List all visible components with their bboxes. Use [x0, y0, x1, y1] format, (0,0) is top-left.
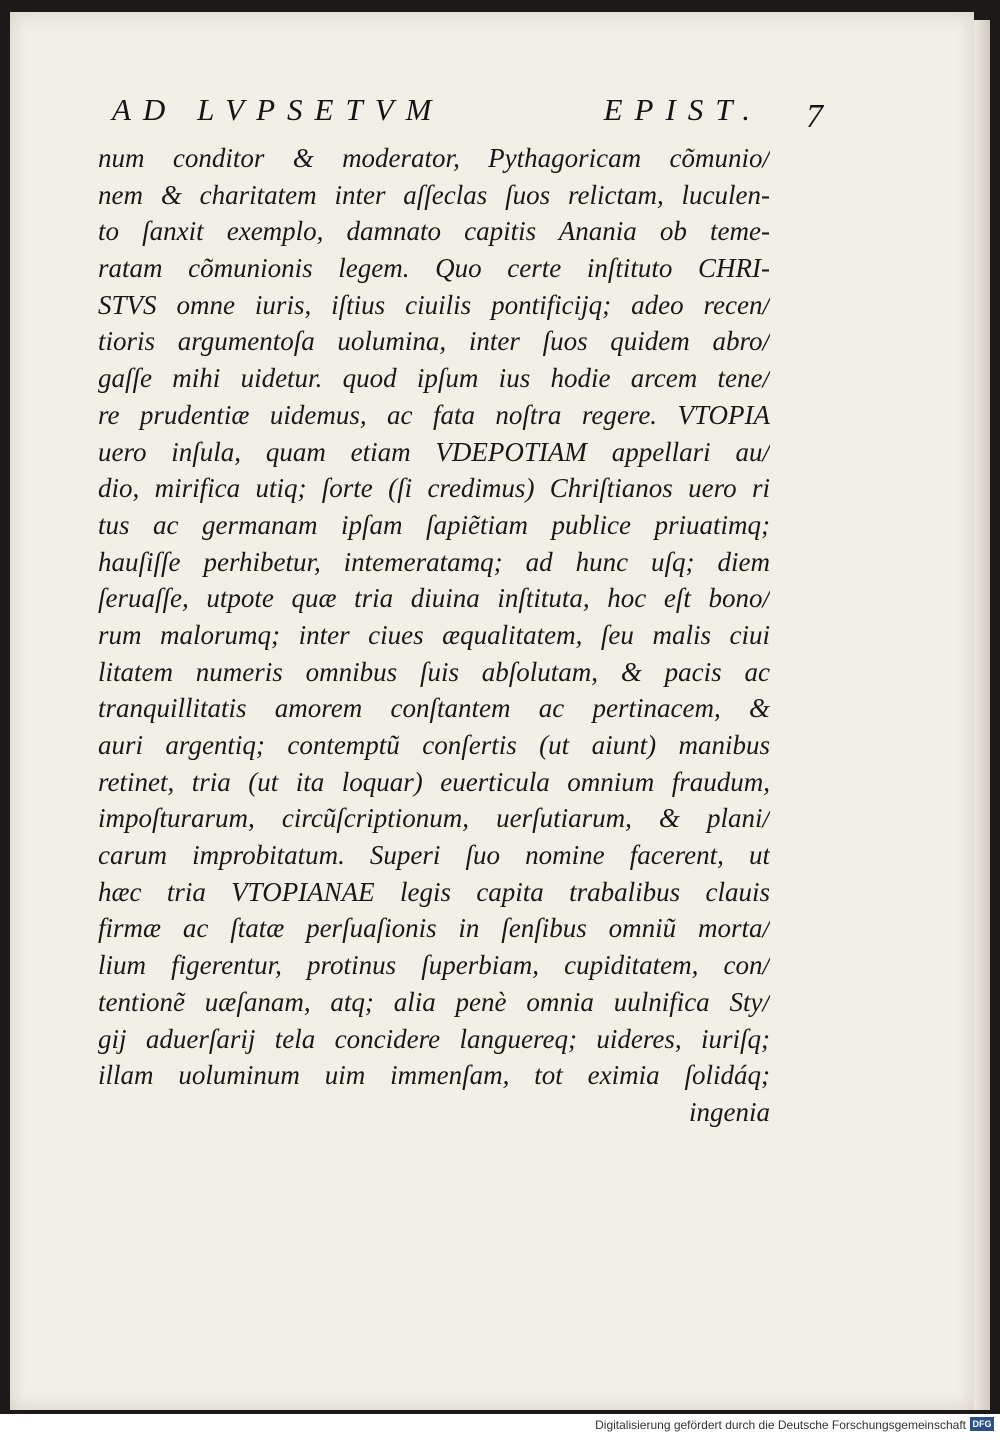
- text-block: [98, 140, 770, 1131]
- text-line: num conditor & moderator, Pythagoricam cõmunio/: [98, 143, 770, 173]
- running-header: [112, 92, 762, 128]
- text-line: gij aduerſarij tela concidere languereq; uideres, iuriſq;: [98, 1023, 770, 1054]
- text-line: illam uoluminum uim immenſam, tot eximia ſolidáq;: [98, 1060, 770, 1091]
- text-line: litatem numeris omnibus ſuis abſolutam, & pacis ac: [98, 656, 770, 687]
- text-line: firmæ ac ſtatæ perſuaſionis in ſenſibus omniũ morta/: [98, 913, 770, 944]
- text-line: tentionẽ uæſanam, atq; alia penè omnia uulnifica Sty/: [98, 986, 770, 1017]
- text-line: impoſturarum, circũſcriptionum, uerſutiarum, & plani/: [98, 803, 770, 834]
- text-line: hæc tria VTOPIANAE legis capita trabalibus clauis: [98, 876, 770, 907]
- running-title-right: EPIST.: [603, 92, 762, 127]
- text-line: lium figerentur, protinus ſuperbiam, cupiditatem, con/: [98, 950, 770, 981]
- text-line: uero inſula, quam etiam VDEPOTIAM appellari au/: [98, 436, 770, 467]
- text-line: ſeruaſſe, utpote quæ tria diuina inſtituta, hoc eſt bono/: [98, 583, 770, 614]
- text-line: tranquillitatis amorem conſtantem ac pertinacem, &: [98, 693, 770, 724]
- text-line: STVS omne iuris, iſtius ciuilis pontificijq; adeo recen/: [98, 289, 770, 320]
- text-line: dio, mirifica utiq; ſorte (ſi credimus) Chriſtianos uero ri: [98, 473, 770, 504]
- text-line: re prudentiæ uidemus, ac fata noſtra regere. VTOPIA: [98, 399, 770, 430]
- text-line: auri argentiq; contemptũ conſertis (ut aiunt) manibus: [98, 730, 770, 760]
- text-line: retinet, tria (ut ita loquar) euerticula omnium fraudum,: [98, 766, 770, 797]
- page-edge: [974, 20, 990, 1410]
- text-line: tus ac germanam ipſam ſapiẽtiam publice priuatimq;: [98, 509, 770, 540]
- text-line: hauſiſſe perhibetur, intemeratamq; ad hunc uſq; diem: [98, 546, 770, 577]
- text-line: carum improbitatum. Superi ſuo nomine facerent, ut: [98, 840, 770, 871]
- text-line: gaſſe mihi uidetur. quod ipſum ius hodie arcem tene/: [98, 363, 770, 394]
- running-title-left: AD LVPSETVM: [112, 92, 444, 127]
- text-line: rum malorumq; inter ciues æqualitatem, ſeu malis ciui: [98, 619, 770, 650]
- dfg-logo: DFG: [970, 1417, 994, 1431]
- text-line: to ſanxit exemplo, damnato capitis Anania ob teme-: [98, 216, 770, 247]
- funding-credit: Digitalisierung gefördert durch die Deutsche Forschungsgemeinschaft: [595, 1418, 966, 1432]
- text-line: tioris argumentoſa uolumina, inter ſuos quidem abro/: [98, 326, 770, 357]
- folio-number: 7: [806, 98, 823, 135]
- text-line: nem & charitatem inter aſſeclas ſuos relictam, luculen-: [98, 179, 770, 210]
- catchword: ingenia: [689, 1096, 770, 1127]
- text-line: ratam cõmunionis legem. Quo certe inſtituto CHRI-: [98, 253, 770, 284]
